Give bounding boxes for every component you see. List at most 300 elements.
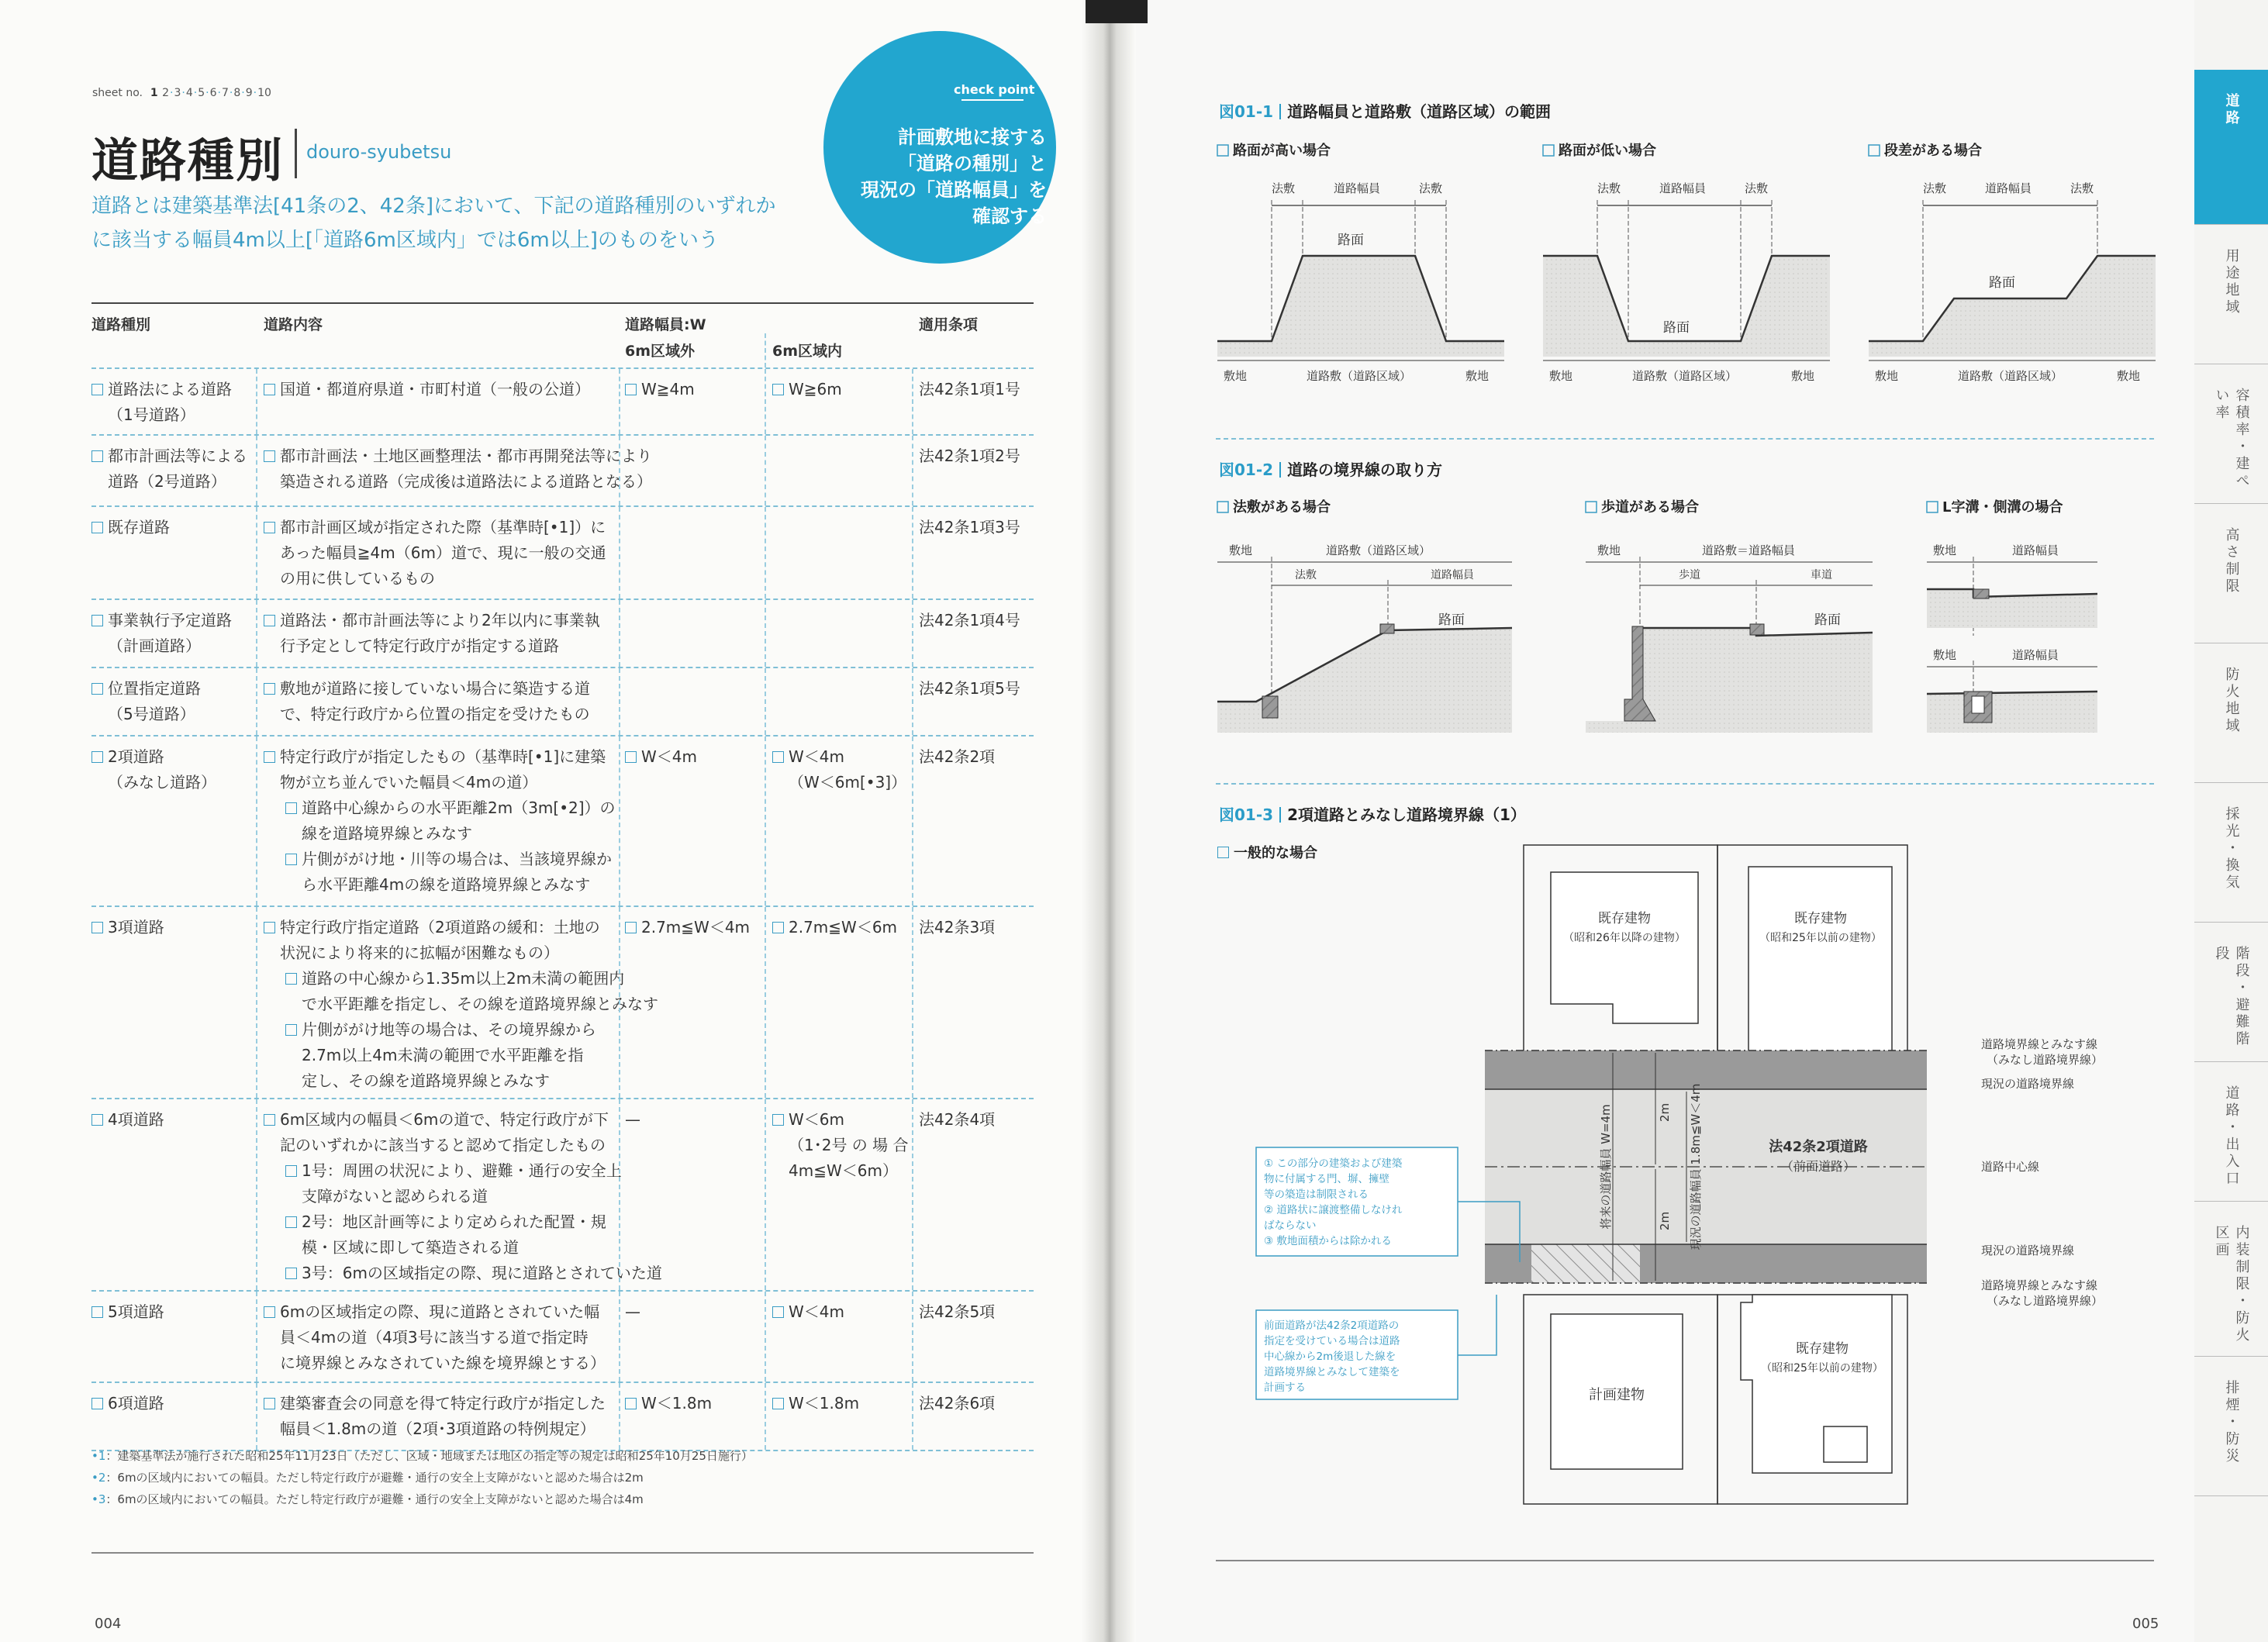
checkbox-icon[interactable] [285,973,297,985]
road-content-text: 行予定として特定行政庁が指定する道路 [280,636,559,655]
sub-condition-text: 片側ががけ地等の場合は、その境界線から [302,1020,596,1039]
article-cell [919,915,1035,940]
column-divider [619,436,620,505]
site-label: 敷地 [1465,369,1490,383]
page-title-romanized: douro-syubetsu [306,141,452,163]
current-line-label: 現況の道路境界線 [1981,1244,2075,1257]
column-divider [619,1099,620,1290]
column-divider [256,668,257,735]
slope-label: 法敷 [1923,181,1947,195]
deemed-line-sublabel: （みなし道路境界線） [1987,1294,2104,1308]
table-row [91,1383,1034,1451]
figure-3-title [1219,802,1526,825]
road-content-text: に境界線とみなされていた線を境界線とする） [280,1354,606,1372]
column-divider [619,907,620,1098]
table-row [91,600,1034,668]
figure-title-bar [1279,104,1281,119]
article-cell [919,515,1035,540]
sub-condition-text: 2.7m以上4m未満の範囲で水平距離を指 [302,1046,584,1064]
column-divider [619,600,620,667]
checkbox-icon[interactable] [91,615,103,626]
table-body [91,369,1034,1451]
sub-condition [264,1209,709,1261]
header-article: 適用条項 [919,316,979,333]
setback-strip-top [1485,1050,1927,1089]
sub-condition-text: 道路の中心線から1.35m以上2m未満の範囲内 [302,969,625,988]
column-divider [256,1099,257,1290]
checkbox-icon[interactable] [264,615,275,626]
width-outside-text: W＜1.8m [641,1394,713,1413]
check-point-label: check point [954,82,1035,97]
checkbox-icon[interactable] [264,450,275,462]
column-divider [765,1292,766,1382]
road-type-cell [91,515,254,540]
figure-title-bar [1279,462,1281,478]
surface-label: 路面 [1814,612,1841,628]
road-content-text: 築造される道路（完成後は道路法による道路となる） [280,472,652,491]
figure-3-caption: 2項道路とみなし道路境界線（1） [1287,805,1526,824]
article-text: 法42条5項 [919,1302,996,1321]
case-label: 段差がある場合 [1884,143,1982,159]
index-tab-label: 道路・出入口 [2223,1085,2240,1188]
building-label: 既存建物 [1794,911,1847,926]
road-area-label: 道路敷＝道路幅員 [1702,543,1796,557]
figure-3-number: 図01-3 [1219,805,1274,824]
sub-condition [264,1158,709,1209]
site-label: 敷地 [1224,369,1248,383]
checkbox-icon[interactable] [264,751,275,763]
building-label: 既存建物 [1598,911,1651,926]
road-content-text: 特定行政庁指定道路（2項道路の緩和：土地の [280,918,600,937]
article-text: 法42条2項 [919,747,996,766]
road-content-text: 記のいずれかに該当すると認めて指定したもの [280,1136,606,1154]
checkbox-icon[interactable] [264,922,275,933]
road-content-cell [264,515,709,592]
column-divider [765,907,766,1098]
article-cell [919,676,1035,702]
sheet-3: 3 [174,87,181,99]
index-tab[interactable] [2194,70,2268,225]
column-divider [765,600,766,667]
checkbox-icon[interactable] [91,1306,103,1318]
index-tab[interactable] [2194,225,2268,364]
checkbox-icon[interactable] [264,1398,275,1409]
index-tab-label: 防火地域 [2223,667,2240,735]
header-width: 道路幅員:W [625,316,706,333]
section-divider [1216,783,2154,785]
checkbox-icon[interactable] [264,1306,275,1318]
table-row [91,1292,1034,1383]
road-type-text: 既存道路 [108,518,170,536]
width-inside-text: 2.7m≦W＜6m [789,918,898,937]
sub-condition-text: で水平距離を指定し、その線を道路境界線とみなす [302,995,658,1013]
column-divider [619,1292,620,1382]
checkbox-icon[interactable] [91,450,103,462]
checkbox-icon[interactable] [285,1024,297,1036]
building-label: 既存建物 [1796,1341,1849,1357]
checkbox-icon[interactable] [625,1398,637,1409]
sub-condition-text: 模・区域に即して築造される道 [302,1238,519,1257]
checkbox-icon[interactable] [772,922,784,933]
site-label: 敷地 [1933,648,1957,662]
sub-condition-text: 1号：周囲の状況により、避難・通行の安全上 [302,1161,622,1180]
width-outside-cell [625,1391,765,1416]
footnote-key: •2 [91,1471,106,1485]
column-divider [765,736,766,906]
page-number-left: 004 [95,1616,122,1632]
article-text: 法42条1項2号 [919,447,1020,465]
index-tab[interactable] [2194,783,2268,923]
index-tab-label: 採光・換気 [2223,806,2240,892]
index-tab[interactable] [2194,643,2268,783]
center-line-label: 道路中心線 [1981,1160,2040,1174]
road-content-cell [264,443,709,495]
case-label: L字溝・側溝の場合 [1942,499,2063,516]
figure-1-diagrams [1210,132,2171,395]
sheet-number-label: sheet no. [92,87,143,99]
road-content-text: 6mの区域指定の際、現に道路とされていた幅 [280,1302,600,1321]
surface-label: 路面 [1438,612,1465,628]
width-inside-cell [772,1299,916,1325]
checkbox-icon [1217,847,1229,858]
surface-label: 路面 [1338,233,1364,248]
footnote-text: ：建築基準法が施行された昭和25年11月23日（ただし、区域・地域または地区の指定等の規定は昭和25年10月25日施行） [105,1449,753,1463]
road-content-text: の用に供しているもの [280,569,435,588]
road-type-text: 2項道路 [108,747,164,766]
table-row [91,1099,1034,1292]
column-divider [912,600,913,667]
check-point-line: 「道路の種別」と [898,153,1047,174]
column-divider [912,907,913,1098]
road-area-label: 道路敷（道路区域） [1632,369,1738,383]
column-divider [765,1099,766,1290]
fig2-case-gutter [1927,498,2097,733]
width-outside-cell [625,377,765,402]
retaining-wall [1262,696,1278,718]
checkbox-icon[interactable] [91,384,103,395]
figure-1-title [1219,99,1551,122]
case-label: 路面が高い場合 [1233,143,1331,159]
table-row [91,507,1034,600]
checkbox-icon[interactable] [91,1398,103,1409]
index-tab[interactable] [2194,1062,2268,1202]
checkbox-icon[interactable] [264,683,275,695]
column-divider [765,369,766,434]
curb [1750,624,1764,635]
sheet-2: 2 [162,87,170,99]
road-content-cell [264,1107,709,1286]
two-m-label: 2m [1658,1211,1672,1231]
width-inside-note: （W＜6m[•3]） [789,773,907,792]
sheet-10: 10 [257,87,271,99]
checkbox-icon[interactable] [285,854,297,865]
sub-condition-text: 片側ががけ地・川等の場合は、当該境界線か [302,850,612,868]
checkbox-icon[interactable] [625,922,637,933]
road-content-text: 敷地が道路に接していない場合に築造する道 [280,679,590,698]
road-type-cell [91,676,254,727]
road-content-text: 員＜4mの道（4項3号に該当する道で指定時 [280,1328,589,1347]
note-line: ② 道路状に譲渡整備しなけれ [1264,1204,1403,1216]
article-text: 法42条3項 [919,918,996,937]
site-label: 敷地 [1933,543,1957,557]
sheet-4: 4 [185,87,193,99]
road-content-text: 道路法・都市計画法等により2年以内に事業執 [280,611,600,630]
surface-label: 路面 [1989,275,2015,291]
article-text: 法42条1項5号 [919,679,1020,698]
figure-1-number: 図01-1 [1219,102,1274,121]
surface-label: 路面 [1663,320,1690,336]
building-sublabel: （昭和25年以前の建物） [1761,1362,1883,1375]
sub-condition [264,1261,709,1286]
l-gutter [1973,589,1989,599]
road-content-text: で、特定行政庁から位置の指定を受けたもの [280,705,590,723]
footnote-text: ：6mの区域内においての幅員。ただし特定行政庁が避難・通行の安全上支障がないと認めた場合は4m [105,1492,644,1506]
existing-building-pre1950-bottom [1741,1295,1892,1473]
road-type-text: 5項道路 [108,1302,164,1321]
column-divider [619,507,620,599]
lead-line-1: 道路とは建築基準法[41条の2、42条]において、下記の道路種別のいずれか [91,195,776,218]
checkbox-icon[interactable] [625,751,637,763]
ground [1927,692,2097,733]
sub-condition-text: ら水平距離4mの線を道路境界線とみなす [302,875,591,894]
article-cell [919,377,1035,402]
checkbox-icon[interactable] [772,1114,784,1126]
road-type-text: （1号道路） [108,405,195,424]
article-cell [919,1391,1035,1416]
note-leader [1458,1295,1496,1355]
index-tab-label: 階段・避難階段 [2213,946,2250,1048]
article-cell [919,443,1035,469]
road-content-text: 都市計画法・土地区画整理法・都市再開発法等により [280,447,652,465]
note-line: 中心線から2m後退した線を [1264,1351,1396,1363]
note-line: ばならない [1264,1219,1317,1232]
checkbox-icon [1586,502,1597,512]
header-inside: 6m区域内 [772,343,843,360]
fig1-case-step [1869,142,2156,383]
fig2-case-slope [1217,498,1512,733]
footnote-key: •3 [91,1492,106,1506]
header-type: 道路種別 [91,316,151,333]
column-divider [765,1383,766,1450]
article-text: 法42条1項1号 [919,380,1020,398]
fig1-case-high [1217,142,1504,383]
figure-2-title [1219,457,1442,480]
article-cell [919,1299,1035,1325]
article-cell [919,1107,1035,1133]
road-type-cell [91,1299,254,1325]
sheet-6: 6 [209,87,217,99]
index-tab-label: 排煙・防災 [2223,1380,2240,1465]
note-line: 前面道路が法42条2項道路の [1264,1319,1400,1332]
checkbox-icon[interactable] [91,1114,103,1126]
column-divider [912,1099,913,1290]
note-line: 計画する [1264,1382,1306,1394]
checkbox-icon [1217,145,1228,156]
road-type-cell [91,443,254,495]
lead-paragraph [91,189,851,257]
sub-condition-text: 支障がないと認められる道 [302,1187,488,1206]
table-row [91,736,1034,907]
checkbox-icon[interactable] [285,1216,297,1228]
road-content-cell [264,915,709,1094]
checkbox-icon[interactable] [772,751,784,763]
site-label: 敷地 [1875,369,1899,383]
sub-condition-text: 線を道路境界線とみなす [302,824,472,843]
column-divider [256,369,257,434]
road-area-label: 道路敷（道路区域） [1307,369,1412,383]
width-inside-text: W≧6m [789,380,842,398]
column-divider [912,1383,913,1450]
index-tab[interactable] [2194,364,2268,504]
note-line: 道路境界線とみなして建築を [1264,1366,1400,1378]
road-type-text: 3項道路 [108,918,164,937]
width-label: 道路幅員 [2012,543,2059,557]
future-width-label: 将来の道路幅員 W=4m [1599,1104,1613,1230]
slope-label: 法敷 [1597,181,1621,195]
column-divider [765,436,766,505]
deemed-line-label: 道路境界線とみなす線 [1981,1037,2098,1051]
width-outside-cell [625,744,765,770]
sheet-5: 5 [198,87,205,99]
figure-2-diagrams [1210,488,2171,744]
column-divider [619,668,620,735]
note-line: ③ 敷地面積からは除かれる [1264,1235,1392,1247]
index-tab[interactable] [2194,504,2268,643]
sheet-8: 8 [233,87,241,99]
article-text: 法42条1項3号 [919,518,1020,536]
road-content-text: 幅員＜1.8mの道（2項･3項道路の特例規定） [280,1420,595,1438]
figure-3-plan [1241,837,2156,1535]
article-text: 法42条6項 [919,1394,996,1413]
curb [1380,624,1394,633]
road-type-cell [91,744,254,795]
existing-building-pre1950-top [1748,867,1892,1070]
restricted-zone [1531,1244,1640,1283]
building-sublabel: （昭和25年以前の建物） [1759,932,1882,944]
checkbox-icon[interactable] [264,1114,275,1126]
checkbox-icon[interactable] [285,1268,297,1279]
slope-label: 法敷 [2070,181,2094,195]
deemed-line-label: 道路境界線とみなす線 [1981,1278,2098,1292]
index-tab-label: 道路 [2223,93,2240,127]
checkbox-icon[interactable] [91,683,103,695]
figure-2-number: 図01-2 [1219,461,1274,479]
footnote-key: •1 [91,1449,106,1463]
checkbox-icon[interactable] [625,384,637,395]
current-line-label: 現況の道路境界線 [1981,1077,2075,1091]
width-inside-text: W＜6m [789,1110,844,1129]
road-type-text: 道路（2号道路） [108,472,226,491]
case-label: 歩道がある場合 [1601,499,1699,516]
footnote [91,1445,1022,1467]
road-type-text: （みなし道路） [108,773,216,792]
column-divider [256,600,257,667]
checkbox-icon[interactable] [285,1165,297,1177]
index-tab-label: 用途地域 [2223,248,2240,316]
figure-3-sub-label: 一般的な場合 [1234,845,1317,861]
annex-building [1824,1426,1867,1462]
road-type-text: （5号道路） [108,705,195,723]
road-type-text: 位置指定道路 [108,679,201,698]
page-number-right: 005 [2132,1616,2159,1632]
deemed-line-sublabel: （みなし道路境界線） [1987,1053,2104,1067]
figure-title-bar [1279,807,1281,823]
index-tab[interactable] [2194,1357,2268,1496]
checkbox-icon[interactable] [772,1306,784,1318]
index-tab-label: 高さ制限 [2223,527,2240,595]
site-label: 敷地 [1597,543,1621,557]
road-type-cell [91,1391,254,1416]
width-outside-cell [625,915,765,940]
width-inside-cell [772,1107,916,1184]
checkbox-icon [1217,502,1228,512]
checkbox-icon[interactable] [285,802,297,814]
book-gutter [1082,0,1136,1642]
checkbox-icon[interactable] [264,384,275,395]
note-line: ① この部分の建築および建築 [1264,1157,1403,1170]
road-content-text: あった幅員≧4m（6m）道で、現に一般の交通 [280,543,606,562]
footnotes [91,1445,1022,1510]
page-title: 道路種別 [91,134,284,188]
checkbox-icon [1869,145,1880,156]
column-divider [256,436,257,505]
width-outside-cell [625,1107,765,1133]
lead-line-2: に該当する幅員4m以上[「道路6m区域内」では6m以上]のものをいう [91,229,719,252]
road-content-text: 建築審査会の同意を得て特定行政庁が指定した [280,1394,606,1413]
width-inside-cell [772,744,916,795]
sub-condition-text: 道路中心線からの水平距離2m（3m[•2]）の [302,799,616,817]
sub-condition-text: 定し、その線を道路境界線とみなす [302,1071,550,1090]
two-m-label: 2m [1658,1102,1672,1123]
index-tab[interactable] [2194,923,2268,1062]
note-line: 物に付属する門、塀、擁壁 [1264,1173,1389,1185]
side-ditch-opening [1972,696,1984,713]
road-area-label: 道路敷（道路区域） [1958,369,2063,383]
road-content-text: 国道・都道府県道・市町村道（一般の公道） [280,380,590,398]
sub-condition-text: 2号：地区計画等により定められた配置・規 [302,1213,606,1231]
checkbox-icon[interactable] [264,522,275,533]
checkbox-icon[interactable] [772,384,784,395]
sheet-number: sheet no. 1 2·3·4·5·6·7·8·9·10 [92,87,271,99]
sub-condition [264,966,709,1017]
column-divider [912,736,913,906]
road-content-text: 都市計画区域が指定された際（基準時[•1]）に [280,518,606,536]
existing-building-post1951 [1551,872,1698,1023]
road-type-text: （計画道路） [108,636,201,655]
checkbox-icon [1927,502,1938,512]
column-divider [619,1383,620,1450]
column-divider [912,369,913,434]
width-inside-note: （1･2号 の 場 合 [789,1136,909,1154]
road-content-text: 6m区域内の幅員＜6mの道で、特定行政庁が下 [280,1110,609,1129]
column-divider [619,369,620,434]
road-content-text: 特定行政庁が指定したもの（基準時[•1]に建築 [280,747,606,766]
width-label: 道路幅員 [1431,569,1474,581]
checkbox-icon[interactable] [772,1398,784,1409]
fig2-case-sidewalk [1586,498,1873,733]
column-divider [765,333,766,367]
road-type-cell [91,377,254,428]
checkbox-icon [1543,145,1554,156]
checkbox-icon[interactable] [91,922,103,933]
planned-building-label: 計画建物 [1589,1387,1645,1403]
checkbox-icon[interactable] [91,751,103,763]
width-outside-text: W＜4m [641,747,697,766]
table-row [91,436,1034,507]
checkbox-icon[interactable] [91,522,103,533]
slope-label: 法敷 [1745,181,1769,195]
index-tab[interactable] [2194,1202,2268,1357]
